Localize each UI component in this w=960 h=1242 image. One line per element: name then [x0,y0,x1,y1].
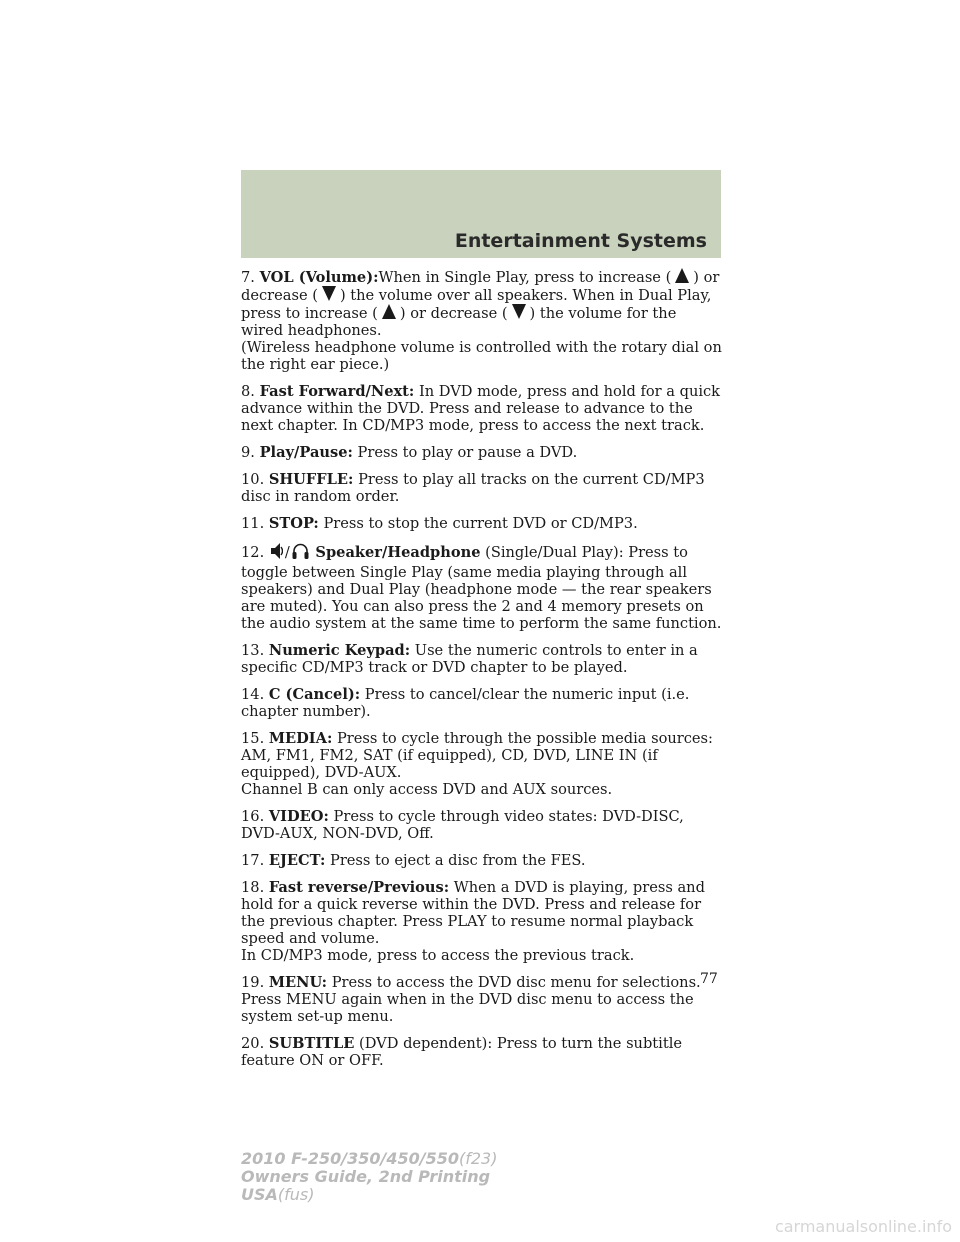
item-label: Play/Pause: [259,444,353,461]
item-14 [241,686,723,720]
footer-model-code: (f23) [459,1149,498,1168]
footer-guide: Owners Guide, 2nd Printing [241,1167,491,1186]
watermark: carmanualsonline.info [774,1217,952,1236]
item-text: Press to play or pause a DVD. [357,444,578,461]
item-17 [241,852,723,869]
volume-down-icon [322,286,336,301]
item-text: Press to cancel/clear the numeric input (i.e. chapter number). [241,686,690,720]
item-number: 14. [241,686,265,703]
item-text: ) or decrease ( [399,305,508,322]
item-label: VIDEO: [268,808,329,825]
item-18 [241,879,723,964]
volume-up-icon [382,304,396,319]
item-text: Press to access the DVD disc menu for selections. Press MENU again when in the DVD disc menu to access the system set-up menu. [241,974,701,1025]
item-label: Numeric Keypad: [268,642,411,659]
footer-market-code: (fus) [277,1185,315,1204]
item-8 [241,383,723,434]
item-note: Channel B can only access DVD and AUX sources. [241,781,613,798]
item-15 [241,730,723,798]
item-number: 19. [241,974,265,991]
item-12 [241,542,723,632]
item-text: (Single/Dual Play): Press to toggle between Single Play (same media playing through all speakers) and Dual Play (headphone mode — the rear speakers are muted). You can also press the 2 and 4 memory presets on the audio system at the same time to perform the same function. [241,544,722,632]
item-number: 10. [241,471,265,488]
item-number: 13. [241,642,265,659]
item-11 [241,515,723,532]
item-label: Speaker/Headphone [315,544,481,561]
item-7 [241,268,723,373]
item-label: Fast Forward/Next: [259,383,415,400]
headphone-icon [292,542,309,564]
item-text: Press to cycle through video states: DVD-DISC, DVD-AUX, NON-DVD, Off. [241,808,684,842]
volume-down-icon [512,304,526,319]
item-number: 8. [241,383,255,400]
item-number: 20. [241,1035,265,1052]
item-text: Use the numeric controls to enter in a specific CD/MP3 track or DVD chapter to be played. [241,642,698,676]
item-text: Press to cycle through the possible media sources: AM, FM1, FM2, SAT (if equipped), CD, DVD, LINE IN (if equipped), DVD-AUX. [241,730,713,781]
item-number: 11. [241,515,265,532]
item-10 [241,471,723,505]
item-number: 9. [241,444,255,461]
item-note: (Wireless headphone volume is controlled with the rotary dial on the right ear piece.) [241,339,722,373]
item-number: 17. [241,852,265,869]
item-label: SHUFFLE: [268,471,354,488]
item-text: ) or decrease ( [241,269,720,304]
page-number: 77 [700,971,718,987]
item-label: EJECT: [268,852,326,869]
footer [241,1150,497,1204]
item-text: Press to eject a disc from the FES. [330,852,586,869]
item-text: In DVD mode, press and hold for a quick advance within the DVD. Press and release to advance to the next chapter. In CD/MP3 mode, press to access the next track. [241,383,721,434]
item-label: MEDIA: [268,730,333,747]
item-number: 12. [241,544,265,561]
page-content [241,268,723,1079]
item-text: ) the volume over all speakers. When in Dual Play, press to increase ( [241,287,712,322]
section-title: Entertainment Systems [454,230,707,252]
speaker-icon [271,542,283,564]
item-text: Press to play all tracks on the current CD/MP3 disc in random order. [241,471,705,505]
item-label: C (Cancel): [268,686,361,703]
volume-up-icon [675,268,689,283]
item-text: ) the volume for the wired headphones. [241,305,677,339]
item-label: SUBTITLE [268,1035,355,1052]
item-text: Press to stop the current DVD or CD/MP3. [323,515,638,532]
item-number: 16. [241,808,265,825]
item-text: When in Single Play, press to increase ( [378,269,672,286]
item-number: 18. [241,879,265,896]
header-band [241,170,721,258]
item-13 [241,642,723,676]
item-20 [241,1035,723,1069]
footer-model: 2010 F-250/350/450/550 [241,1149,459,1168]
item-number: 7. [241,269,255,286]
item-label: VOL (Volume): [259,269,379,286]
item-16 [241,808,723,842]
item-note: In CD/MP3 mode, press to access the previous track. [241,947,635,964]
item-text: (DVD dependent): Press to turn the subtitle feature ON or OFF. [241,1035,682,1069]
item-number: 15. [241,730,265,747]
item-label: MENU: [268,974,328,991]
item-label: STOP: [268,515,319,532]
item-separator: / [284,544,290,561]
item-label: Fast reverse/Previous: [268,879,450,896]
item-text: When a DVD is playing, press and hold for a quick reverse within the DVD. Press and release for the previous chapter. Press PLAY to resume normal playback speed and volume. [241,879,705,947]
item-9 [241,444,723,461]
item-19 [241,974,723,1025]
footer-market: USA [241,1185,278,1204]
